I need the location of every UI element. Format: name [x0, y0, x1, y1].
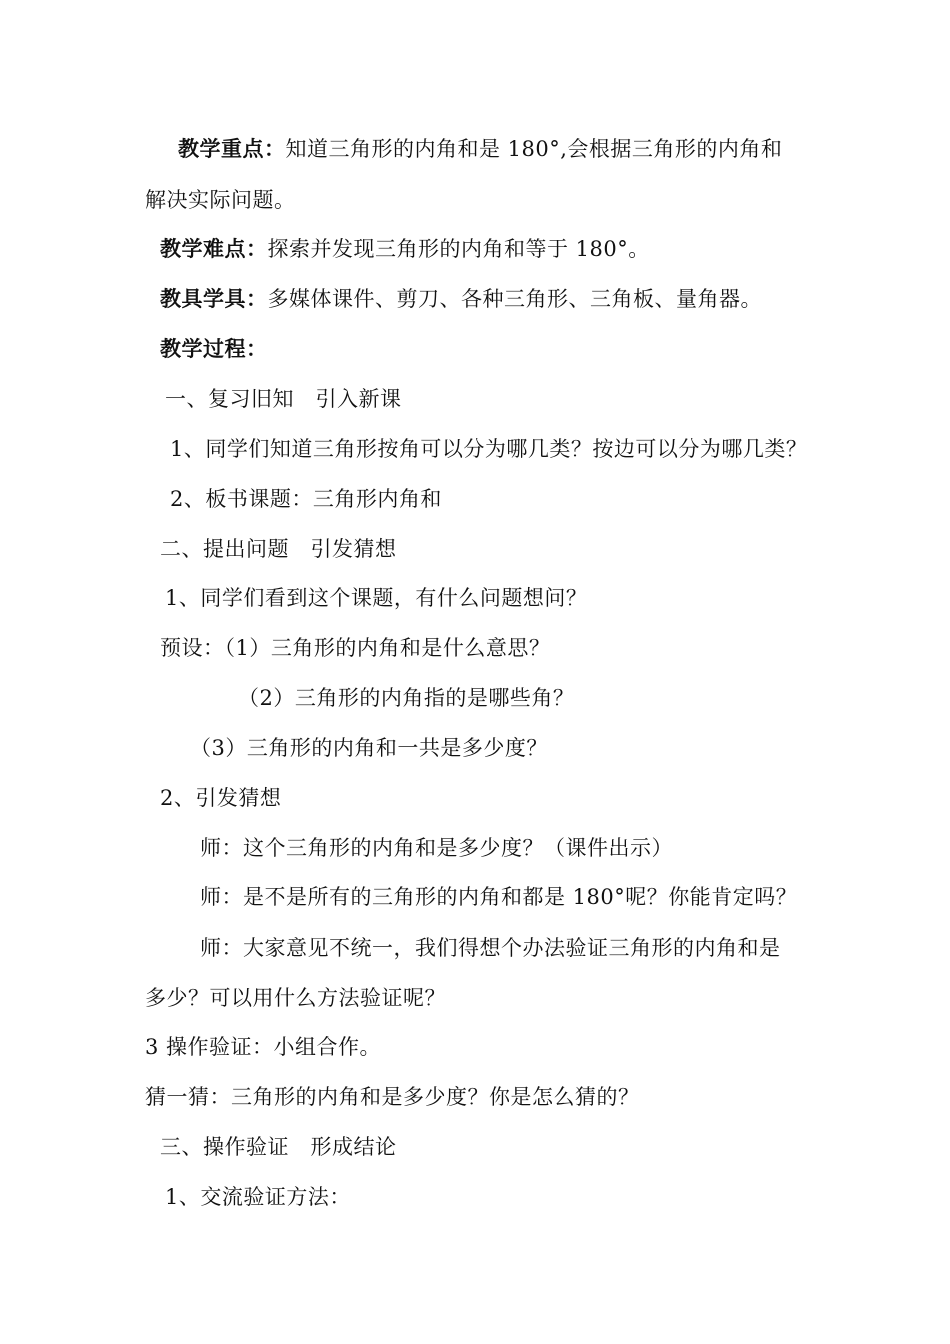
- paragraph-line: 3 操作验证：小组合作。: [145, 1035, 382, 1059]
- section-one-heading: 一、复习旧知 引入新课: [165, 387, 402, 411]
- teaching-focus-text: 知道三角形的内角和是 180°,会根据三角形的内角和: [285, 137, 783, 161]
- paragraph-line: 2、板书课题：三角形内角和: [170, 487, 442, 511]
- paragraph-line: 1、同学们知道三角形按角可以分为哪几类？按边可以分为哪几类？: [170, 437, 808, 461]
- teaching-tools: [160, 284, 762, 314]
- teaching-focus: [178, 134, 782, 164]
- teaching-process-heading: 教学过程：: [160, 336, 268, 361]
- paragraph-line: 猜一猜：三角形的内角和是多少度？你是怎么猜的？: [145, 1085, 640, 1109]
- teaching-difficulty: [160, 234, 650, 264]
- paragraph-line: 多少？可以用什么方法验证呢？: [145, 986, 446, 1010]
- paragraph-line: 师：是不是所有的三角形的内角和都是 180°呢？你能肯定吗？: [200, 885, 798, 909]
- paragraph-line: （3）三角形的内角和一共是多少度？: [190, 736, 548, 760]
- teaching-difficulty-text: 探索并发现三角形的内角和等于 180°。: [267, 237, 650, 261]
- paragraph-line: （2）三角形的内角指的是哪些角？: [238, 686, 575, 710]
- teaching-focus-continued: 解决实际问题。: [145, 188, 296, 212]
- paragraph-line: 1、同学们看到这个课题，有什么问题想问？: [165, 586, 588, 610]
- teaching-focus-label: 教学重点：: [178, 136, 286, 161]
- teaching-tools-text: 多媒体课件、剪刀、各种三角形、三角板、量角器。: [267, 287, 762, 311]
- teaching-difficulty-label: 教学难点：: [160, 236, 268, 261]
- paragraph-line: 1、交流验证方法：: [165, 1185, 351, 1209]
- paragraph-line: 师：大家意见不统一，我们得想个办法验证三角形的内角和是: [200, 936, 781, 960]
- teaching-tools-label: 教具学具：: [160, 286, 268, 311]
- section-two-heading: 二、提出问题 引发猜想: [160, 537, 397, 561]
- paragraph-line: 2、引发猜想: [160, 786, 282, 810]
- paragraph-line: 预设：（1）三角形的内角和是什么意思？: [160, 636, 551, 660]
- paragraph-line: 师：这个三角形的内角和是多少度？（课件出示）: [200, 836, 673, 860]
- section-three-heading: 三、操作验证 形成结论: [160, 1135, 397, 1159]
